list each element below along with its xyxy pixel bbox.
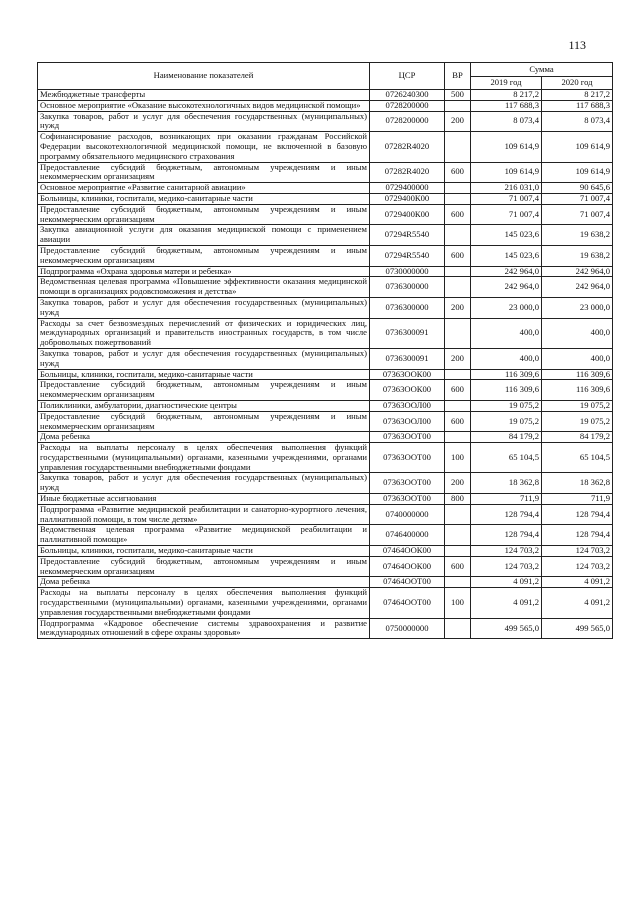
row-csr-cell: 07363ООТ00 (370, 494, 445, 505)
row-name-cell: Предоставление субсидий бюджетным, автономным учреждениям и иным некоммерческим организациям (38, 556, 370, 577)
row-2019-cell: 400,0 (471, 318, 542, 348)
row-name-cell: Поликлиники, амбулатории, диагностические центры (38, 400, 370, 411)
table-row (38, 318, 613, 348)
row-name-cell: Предоставление субсидий бюджетным, автономным учреждениям и иным некоммерческим организациям (38, 245, 370, 266)
row-csr-cell: 0729400000 (370, 183, 445, 194)
row-vr-cell (445, 618, 471, 639)
row-2020-cell: 19 638,2 (542, 245, 613, 266)
row-2020-cell: 117 688,3 (542, 100, 613, 111)
row-csr-cell: 07294R5540 (370, 225, 445, 246)
row-name-cell: Дома ребенка (38, 432, 370, 443)
row-name-cell: Расходы за счет безвозмездных перечислений от физических и юридических лиц, международных организаций и правительств иностранных государств, в том числе добровольных пожертвований (38, 318, 370, 348)
row-csr-cell: 0750000000 (370, 618, 445, 639)
row-vr-cell (445, 100, 471, 111)
row-csr-cell: 0736300000 (370, 277, 445, 298)
row-2020-cell: 109 614,9 (542, 132, 613, 162)
row-2019-cell: 4 091,2 (471, 577, 542, 588)
table-row (38, 100, 613, 111)
row-2019-cell: 8 217,2 (471, 90, 542, 101)
table-row (38, 400, 613, 411)
row-2020-cell: 19 075,2 (542, 411, 613, 432)
table-row (38, 432, 613, 443)
table-row (38, 266, 613, 277)
row-csr-cell: 07282R4020 (370, 162, 445, 183)
row-name-cell: Дома ребенка (38, 577, 370, 588)
row-vr-cell: 600 (445, 204, 471, 225)
row-2019-cell: 400,0 (471, 348, 542, 369)
header-vr: ВР (445, 63, 471, 90)
row-2019-cell: 84 179,2 (471, 432, 542, 443)
row-2019-cell: 242 964,0 (471, 277, 542, 298)
table-row (38, 411, 613, 432)
row-csr-cell: 0730000000 (370, 266, 445, 277)
header-name: Наименование показателей (38, 63, 370, 90)
row-2020-cell: 84 179,2 (542, 432, 613, 443)
table-row (38, 348, 613, 369)
row-csr-cell: 07464ООК00 (370, 556, 445, 577)
row-vr-cell (445, 277, 471, 298)
row-2020-cell: 90 645,6 (542, 183, 613, 194)
row-vr-cell: 600 (445, 411, 471, 432)
table-row (38, 577, 613, 588)
table-row (38, 204, 613, 225)
row-2019-cell: 109 614,9 (471, 132, 542, 162)
table-row (38, 504, 613, 525)
row-2019-cell: 117 688,3 (471, 100, 542, 111)
row-csr-cell: 0740000000 (370, 504, 445, 525)
table-row (38, 162, 613, 183)
row-name-cell: Софинансирование расходов, возникающих при оказании гражданам Российской Федерации высокотехнологичной медицинской помощи, не включенной в базовую программу обязательного медицинского страхования (38, 132, 370, 162)
row-csr-cell: 0736300091 (370, 318, 445, 348)
row-vr-cell: 600 (445, 556, 471, 577)
row-2020-cell: 499 565,0 (542, 618, 613, 639)
header-year-2019: 2019 год (471, 77, 542, 90)
row-2019-cell: 109 614,9 (471, 162, 542, 183)
row-2019-cell: 145 023,6 (471, 245, 542, 266)
row-vr-cell: 100 (445, 588, 471, 618)
row-vr-cell (445, 577, 471, 588)
row-2020-cell: 128 794,4 (542, 504, 613, 525)
row-2020-cell: 71 007,4 (542, 204, 613, 225)
row-vr-cell: 500 (445, 90, 471, 101)
row-2020-cell: 400,0 (542, 348, 613, 369)
row-name-cell: Подпрограмма «Охрана здоровья матери и ребенка» (38, 266, 370, 277)
row-2020-cell: 242 964,0 (542, 266, 613, 277)
header-year-2020: 2020 год (542, 77, 613, 90)
row-2020-cell: 400,0 (542, 318, 613, 348)
row-csr-cell: 07363ООК00 (370, 369, 445, 380)
row-2019-cell: 145 023,6 (471, 225, 542, 246)
row-vr-cell (445, 183, 471, 194)
table-header (38, 63, 613, 90)
row-csr-cell: 0736300091 (370, 348, 445, 369)
header-sum: Сумма (471, 63, 613, 77)
row-vr-cell (445, 266, 471, 277)
row-name-cell: Закупка авиационной услуги для оказания медицинской помощи с применением авиации (38, 225, 370, 246)
row-vr-cell: 200 (445, 473, 471, 494)
row-2019-cell: 71 007,4 (471, 204, 542, 225)
row-2020-cell: 65 104,5 (542, 443, 613, 473)
row-csr-cell: 07464ООТ00 (370, 577, 445, 588)
row-vr-cell: 600 (445, 380, 471, 401)
row-vr-cell: 100 (445, 443, 471, 473)
row-name-cell: Основное мероприятие «Развитие санитарной авиации» (38, 183, 370, 194)
table-row (38, 473, 613, 494)
row-2020-cell: 116 309,6 (542, 369, 613, 380)
row-vr-cell (445, 225, 471, 246)
budget-table (37, 62, 613, 639)
row-vr-cell: 200 (445, 297, 471, 318)
row-vr-cell (445, 369, 471, 380)
row-name-cell: Больницы, клиники, госпитали, медико-санитарные части (38, 193, 370, 204)
table-row (38, 183, 613, 194)
row-csr-cell: 0746400000 (370, 525, 445, 546)
row-csr-cell: 0728200000 (370, 111, 445, 132)
row-2020-cell: 19 075,2 (542, 400, 613, 411)
row-2019-cell: 116 309,6 (471, 380, 542, 401)
row-name-cell: Предоставление субсидий бюджетным, автономным учреждениям и иным некоммерческим организациям (38, 162, 370, 183)
row-name-cell: Предоставление субсидий бюджетным, автономным учреждениям и иным некоммерческим организациям (38, 204, 370, 225)
row-2019-cell: 128 794,4 (471, 525, 542, 546)
row-name-cell: Подпрограмма «Развитие медицинской реабилитации и санаторно-курортного лечения, паллиативной помощи, в том числе детям» (38, 504, 370, 525)
row-2019-cell: 19 075,2 (471, 400, 542, 411)
row-vr-cell (445, 546, 471, 557)
row-vr-cell (445, 318, 471, 348)
row-csr-cell: 0726240300 (370, 90, 445, 101)
row-csr-cell: 07363ООЛ00 (370, 411, 445, 432)
row-2019-cell: 116 309,6 (471, 369, 542, 380)
row-vr-cell (445, 432, 471, 443)
row-csr-cell: 07363ООЛ00 (370, 400, 445, 411)
row-csr-cell: 0736300000 (370, 297, 445, 318)
row-2020-cell: 8 217,2 (542, 90, 613, 101)
table-row (38, 90, 613, 101)
row-csr-cell: 07464ООТ00 (370, 588, 445, 618)
row-2020-cell: 4 091,2 (542, 577, 613, 588)
row-csr-cell: 0728200000 (370, 100, 445, 111)
table-row (38, 525, 613, 546)
row-2020-cell: 8 073,4 (542, 111, 613, 132)
table-row (38, 225, 613, 246)
row-name-cell: Закупка товаров, работ и услуг для обеспечения государственных (муниципальных) нужд (38, 348, 370, 369)
row-name-cell: Закупка товаров, работ и услуг для обеспечения государственных (муниципальных) нужд (38, 473, 370, 494)
row-2020-cell: 109 614,9 (542, 162, 613, 183)
row-name-cell: Межбюджетные трансферты (38, 90, 370, 101)
row-2020-cell: 124 703,2 (542, 556, 613, 577)
row-csr-cell: 07363ООК00 (370, 380, 445, 401)
row-2019-cell: 71 007,4 (471, 193, 542, 204)
table-row (38, 193, 613, 204)
table-row (38, 369, 613, 380)
row-2019-cell: 128 794,4 (471, 504, 542, 525)
table-row (38, 111, 613, 132)
row-vr-cell (445, 525, 471, 546)
row-name-cell: Иные бюджетные ассигнования (38, 494, 370, 505)
row-vr-cell: 800 (445, 494, 471, 505)
table-row (38, 588, 613, 618)
table-row (38, 132, 613, 162)
table-row (38, 618, 613, 639)
row-2020-cell: 124 703,2 (542, 546, 613, 557)
row-vr-cell (445, 193, 471, 204)
row-csr-cell: 0729400К00 (370, 193, 445, 204)
row-2020-cell: 18 362,8 (542, 473, 613, 494)
row-2020-cell: 128 794,4 (542, 525, 613, 546)
row-2019-cell: 242 964,0 (471, 266, 542, 277)
row-2019-cell: 711,9 (471, 494, 542, 505)
page-number: 113 (568, 38, 586, 52)
row-name-cell: Предоставление субсидий бюджетным, автономным учреждениям и иным некоммерческим организациям (38, 380, 370, 401)
row-csr-cell: 07282R4020 (370, 132, 445, 162)
table-row (38, 297, 613, 318)
row-2019-cell: 23 000,0 (471, 297, 542, 318)
row-name-cell: Ведомственная целевая программа «Развитие медицинской реабилитации и паллиативной помощи» (38, 525, 370, 546)
row-2020-cell: 242 964,0 (542, 277, 613, 298)
row-2020-cell: 23 000,0 (542, 297, 613, 318)
row-vr-cell: 600 (445, 162, 471, 183)
table-row (38, 277, 613, 298)
row-vr-cell: 600 (445, 245, 471, 266)
row-2020-cell: 71 007,4 (542, 193, 613, 204)
row-2019-cell: 499 565,0 (471, 618, 542, 639)
row-name-cell: Ведомственная целевая программа «Повышение эффективности оказания медицинской помощи в организациях родовспоможения и детства» (38, 277, 370, 298)
row-name-cell: Закупка товаров, работ и услуг для обеспечения государственных (муниципальных) нужд (38, 297, 370, 318)
row-vr-cell: 200 (445, 348, 471, 369)
row-name-cell: Предоставление субсидий бюджетным, автономным учреждениям и иным некоммерческим организациям (38, 411, 370, 432)
row-csr-cell: 07294R5540 (370, 245, 445, 266)
row-name-cell: Больницы, клиники, госпитали, медико-санитарные части (38, 369, 370, 380)
row-2019-cell: 19 075,2 (471, 411, 542, 432)
table-row (38, 546, 613, 557)
row-2019-cell: 216 031,0 (471, 183, 542, 194)
row-2019-cell: 124 703,2 (471, 556, 542, 577)
table-row (38, 556, 613, 577)
row-2020-cell: 711,9 (542, 494, 613, 505)
row-2020-cell: 116 309,6 (542, 380, 613, 401)
row-name-cell: Больницы, клиники, госпитали, медико-санитарные части (38, 546, 370, 557)
row-2019-cell: 18 362,8 (471, 473, 542, 494)
row-2020-cell: 19 638,2 (542, 225, 613, 246)
table-body (38, 90, 613, 639)
row-csr-cell: 07464ООК00 (370, 546, 445, 557)
row-2019-cell: 8 073,4 (471, 111, 542, 132)
row-vr-cell (445, 400, 471, 411)
table-row (38, 443, 613, 473)
row-2020-cell: 4 091,2 (542, 588, 613, 618)
row-csr-cell: 0729400К00 (370, 204, 445, 225)
row-name-cell: Расходы на выплаты персоналу в целях обеспечения выполнения функций государственными (муниципальными) органами, казенными учреждениями, органами управления государственными внебюджетными фондами (38, 588, 370, 618)
row-vr-cell (445, 132, 471, 162)
row-name-cell: Подпрограмма «Кадровое обеспечение системы здравоохранения и развитие международных отношений в сфере охраны здоровья» (38, 618, 370, 639)
row-2019-cell: 4 091,2 (471, 588, 542, 618)
row-csr-cell: 07363ООТ00 (370, 432, 445, 443)
table-row (38, 494, 613, 505)
row-name-cell: Закупка товаров, работ и услуг для обеспечения государственных (муниципальных) нужд (38, 111, 370, 132)
row-name-cell: Основное мероприятие «Оказание высокотехнологичных видов медицинской помощи» (38, 100, 370, 111)
row-csr-cell: 07363ООТ00 (370, 473, 445, 494)
row-name-cell: Расходы на выплаты персоналу в целях обеспечения выполнения функций государственными (муниципальными) органами, казенными учреждениями, органами управления государственными внебюджетными фондами (38, 443, 370, 473)
header-csr: ЦСР (370, 63, 445, 90)
row-2019-cell: 65 104,5 (471, 443, 542, 473)
row-vr-cell (445, 504, 471, 525)
table-row (38, 245, 613, 266)
row-2019-cell: 124 703,2 (471, 546, 542, 557)
row-vr-cell: 200 (445, 111, 471, 132)
row-csr-cell: 07363ООТ00 (370, 443, 445, 473)
table-row (38, 380, 613, 401)
